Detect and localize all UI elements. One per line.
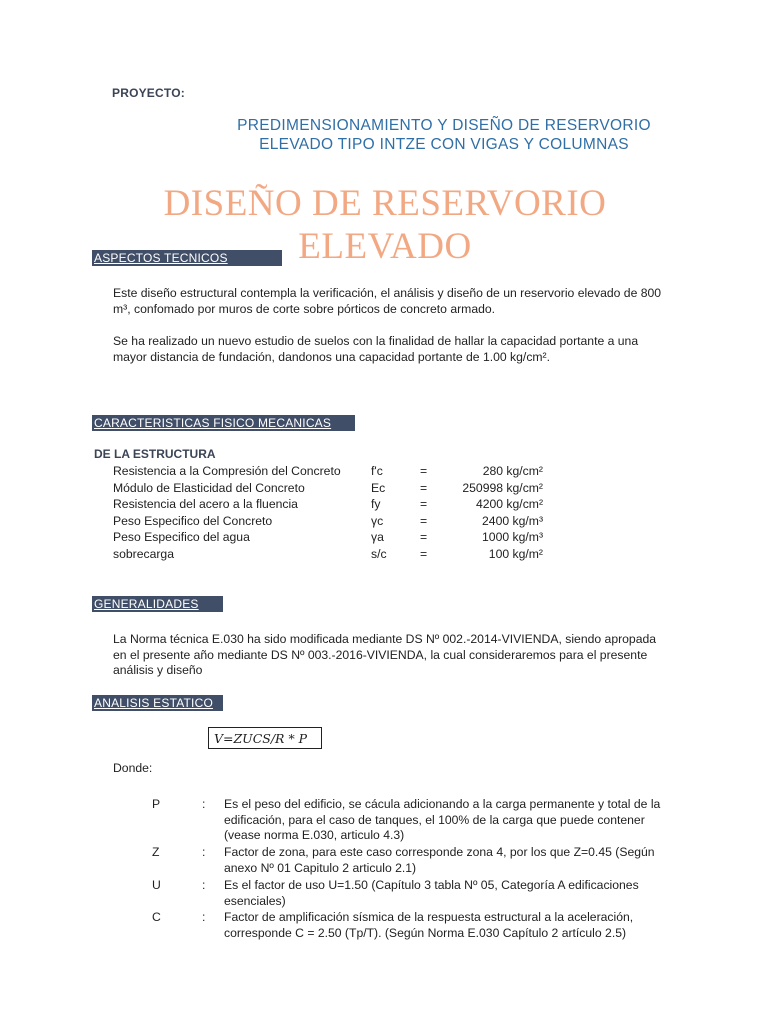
property-label: Módulo de Elasticidad del Concreto <box>113 481 305 495</box>
definition-letter: P <box>152 797 161 811</box>
property-value: 280 kg/cm² <box>482 464 543 478</box>
property-symbol: fy <box>371 497 381 511</box>
equals-sign: = <box>420 514 428 528</box>
generalidades-heading: GENERALIDADES <box>92 596 223 612</box>
estructura-subheading: DE LA ESTRUCTURA <box>94 447 216 461</box>
main-title-line1: DISEÑO DE RESERVORIO <box>163 183 607 224</box>
project-title-line1: PREDIMENSIONAMIENTO Y DISEÑO DE RESERVORIO <box>237 117 651 134</box>
project-title <box>180 116 708 154</box>
property-label: Resistencia del acero a la fluencia <box>113 497 298 511</box>
equals-sign: = <box>420 530 428 544</box>
definition-colon: : <box>202 910 206 924</box>
definition-text: Factor de amplificación sísmica de la respuesta estructural a la aceleración, corresponde C = 2.50 (Tp/T). (Según Norma E.030 Capítulo 2 artículo 2.5) <box>224 910 634 940</box>
property-label: Resistencia a la Compresión del Concreto <box>113 464 341 478</box>
property-label: Peso Especifico del Concreto <box>113 514 273 528</box>
proyecto-label: PROYECTO: <box>112 86 185 100</box>
property-label: sobrecarga <box>113 547 174 561</box>
property-symbol: γa <box>371 530 384 544</box>
aspectos-paragraph-2: Se ha realizado un nuevo estudio de suelos con la finalidad de hallar la capacidad portante a una mayor distancia de fundación, dandonos una capacidad portante de 1.00 kg/cm². <box>113 334 639 364</box>
property-symbol: γc <box>371 514 384 528</box>
definition-letter: Z <box>152 845 160 859</box>
equals-sign: = <box>420 464 428 478</box>
analisis-estatico-heading: ANALISIS ESTATICO <box>92 695 223 711</box>
project-title-line2: ELEVADO TIPO INTZE CON VIGAS Y COLUMNAS <box>259 136 629 153</box>
property-symbol: Ec <box>371 481 386 495</box>
definition-colon: : <box>202 845 206 859</box>
donde-label: Donde: <box>113 761 153 775</box>
property-row <box>113 497 573 514</box>
property-value: 250998 kg/cm² <box>462 481 543 495</box>
property-row <box>113 464 573 481</box>
property-value: 1000 kg/m³ <box>482 530 543 544</box>
definition-colon: : <box>202 878 206 892</box>
property-row <box>113 530 573 547</box>
definition-text: Factor de zona, para este caso corresponde zona 4, por los que Z=0.45 (Según anexo Nº 01 Capitulo 2 articulo 2.1) <box>224 845 655 875</box>
definition-text: Es el factor de uso U=1.50 (Capítulo 3 tabla Nº 05, Categoría A edificaciones esenciales) <box>224 878 639 908</box>
aspectos-tecnicos-heading: ASPECTOS TECNICOS <box>92 250 282 266</box>
equals-sign: = <box>420 547 428 561</box>
property-row <box>113 481 573 498</box>
property-row <box>113 547 573 564</box>
base-shear-formula: V=ZUCS/R * P <box>208 727 322 749</box>
definition-letter: C <box>152 910 161 924</box>
equals-sign: = <box>420 497 428 511</box>
caracteristicas-heading: CARACTERISTICAS FISICO MECANICAS <box>92 415 355 431</box>
main-title-line2: ELEVADO <box>298 226 472 267</box>
equals-sign: = <box>420 481 428 495</box>
property-value: 4200 kg/cm² <box>475 497 543 511</box>
property-symbol: s/c <box>371 547 387 561</box>
definition-letter: U <box>152 878 161 892</box>
property-value: 100 kg/m² <box>488 547 543 561</box>
property-row <box>113 514 573 531</box>
definition-colon: : <box>202 797 206 811</box>
property-label: Peso Especifico del agua <box>113 530 250 544</box>
aspectos-paragraph-1: Este diseño estructural contempla la verificación, el análisis y diseño de un reservorio elevado de 800 m³, confomado por muros de corte sobre pórticos de concreto armado. <box>113 286 662 316</box>
property-symbol: f'c <box>371 464 383 478</box>
definition-text: Es el peso del edificio, se cácula adicionando a la carga permanente y total de la edificación, para el caso de tanques, el 100% de la carga que puede contener (vease norma E.030, articulo 4.3) <box>224 797 661 842</box>
property-value: 2400 kg/m³ <box>482 514 543 528</box>
generalidades-paragraph: La Norma técnica E.030 ha sido modificada mediante DS Nº 002.-2014-VIVIENDA, siendo apropada en el presente año mediante DS Nº 003.-2016-VIVIENDA, la cual consideraremos para el presente análisis y diseño <box>113 632 657 677</box>
